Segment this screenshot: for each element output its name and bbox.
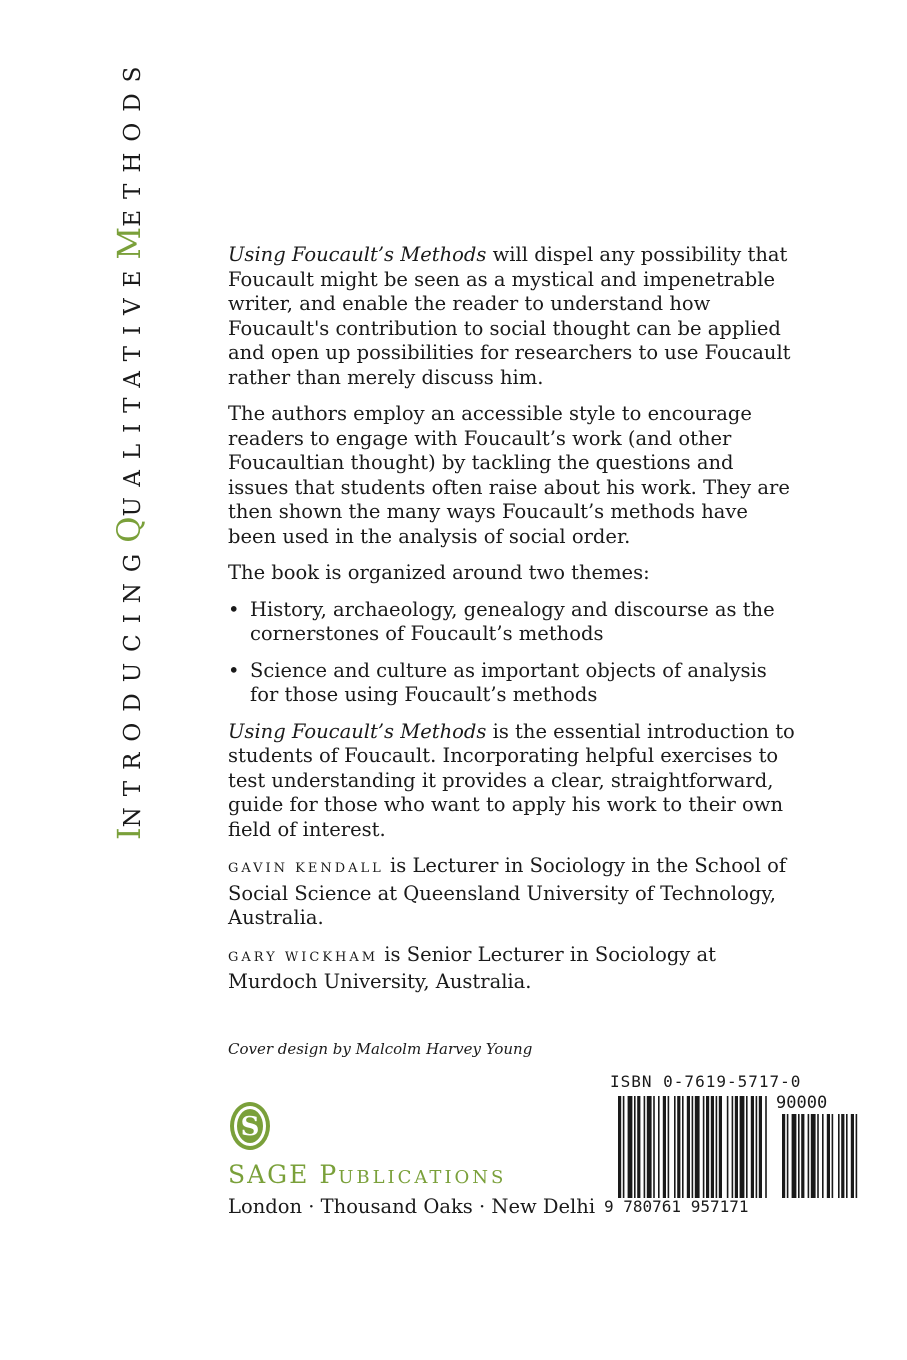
barcode-bar [782,1114,785,1198]
barcode-bar [706,1096,709,1198]
barcode-bar [792,1114,797,1198]
sage-logo-icon [228,1100,272,1152]
barcode-bar [703,1096,705,1198]
barcode-bar [798,1114,800,1198]
barcode-bar [692,1096,694,1198]
barcode-bar [740,1096,745,1198]
barcode-bar [846,1114,848,1198]
barcode-bar [817,1114,819,1198]
series-title-vertical [104,55,154,840]
series-word-1: INTRODUCING [110,542,148,840]
barcode-bar [759,1096,762,1198]
blurb [228,243,798,1007]
author-name: GARY WICKHAM [228,949,379,965]
book-title: Using Foucault’s Methods [228,719,487,743]
ean-bars [618,1096,767,1198]
cover-design-credit: Cover design by Malcolm Harvey Young [228,1040,533,1058]
barcode-bar [841,1114,844,1198]
barcode-bar [832,1114,834,1198]
barcode-bar [647,1096,652,1198]
barcode-bar [677,1096,680,1198]
barcode-bar [746,1096,748,1198]
blurb-paragraph-3: The book is organized around two themes: [228,561,650,584]
barcode-bar [663,1096,666,1198]
barcode-bar [644,1096,646,1198]
series-word-2: QUALITATIVE [110,259,148,543]
barcode-bar [751,1096,754,1198]
blurb-paragraph-4: Using Foucault’s Methods is the essential introduction to students of Foucault. Incorporating helpful exercises to test understanding it provides a clear, straightforward, guide for those who want to apply his work to their own field of interest. [228,719,795,841]
barcode-bar [808,1114,810,1198]
isbn-label: ISBN 0-7619-5717-0 [610,1072,802,1091]
barcode-bar [856,1114,858,1198]
author-bio-1: GAVIN KENDALL is Lecturer in Sociology in the School of Social Science at Queensland University of Technology, Australia. [228,854,787,929]
author-bio-2: GARY WICKHAM is Senior Lecturer in Sociology at Murdoch University, Australia. [228,942,716,993]
theme-item: • Science and culture as important objects of analysis for those using Foucault’s methods [228,659,798,708]
addon-bars [782,1114,857,1198]
book-title: Using Foucault’s Methods [228,243,487,266]
series-word-3: METHODS [110,55,148,260]
price-code: 90000 [776,1094,828,1113]
barcode-bar [658,1096,660,1198]
barcode-bar [637,1096,640,1198]
barcode [604,1094,860,1214]
barcode-bar [653,1096,655,1198]
barcode-bar [695,1096,700,1198]
blurb-paragraph-2: The authors employ an accessible style to encourage readers to engage with Foucault’s work (and other Foucaultian thought) by tackling the questions and issues that students often raise about his work. They are then shown the many ways Foucault’s methods have been used in the analysis of social order. [228,402,790,548]
barcode-bar [634,1096,636,1198]
barcode-bar [674,1096,676,1198]
logo-letter: S [240,1112,260,1142]
themes-list [228,598,798,708]
barcode-bar [756,1096,758,1198]
barcode-bar [628,1096,633,1198]
theme-item: • History, archaeology, genealogy and discourse as the cornerstones of Foucault’s methods [228,598,798,647]
barcode-bar [727,1096,729,1198]
barcode-bar [801,1114,804,1198]
author-name: GAVIN KENDALL [228,861,384,876]
barcode-bar [623,1096,625,1198]
blurb-paragraph-1: Using Foucault’s Methods will dispel any possibility that Foucault might be seen as a mystical and impenetrable writer, and enable the reader to understand how Foucault's contribution to social thought can be applied and open up possibilities for researchers to use Foucault rather than merely discuss him. [228,243,791,389]
barcode-bar [668,1096,670,1198]
barcode-bar [851,1114,854,1198]
barcode-bar [687,1096,690,1198]
barcode-bar [811,1114,816,1198]
barcode-bar [787,1114,789,1198]
barcode-bar [711,1096,714,1198]
barcode-bar [682,1096,684,1198]
publisher-cities: London · Thousand Oaks · New Delhi [228,1195,596,1218]
barcode-bar [838,1114,840,1198]
barcode-bar [719,1096,722,1198]
barcode-bar [732,1096,734,1198]
ean-digits: 9 780761 957171 [604,1197,749,1214]
barcode-bar [618,1096,621,1198]
barcode-bar [827,1114,830,1198]
publisher-name: SAGE PUBLICATIONS [228,1160,507,1189]
barcode-bar [735,1096,738,1198]
barcode-bar [765,1096,767,1198]
barcode-bar [822,1114,824,1198]
barcode-bar [716,1096,718,1198]
